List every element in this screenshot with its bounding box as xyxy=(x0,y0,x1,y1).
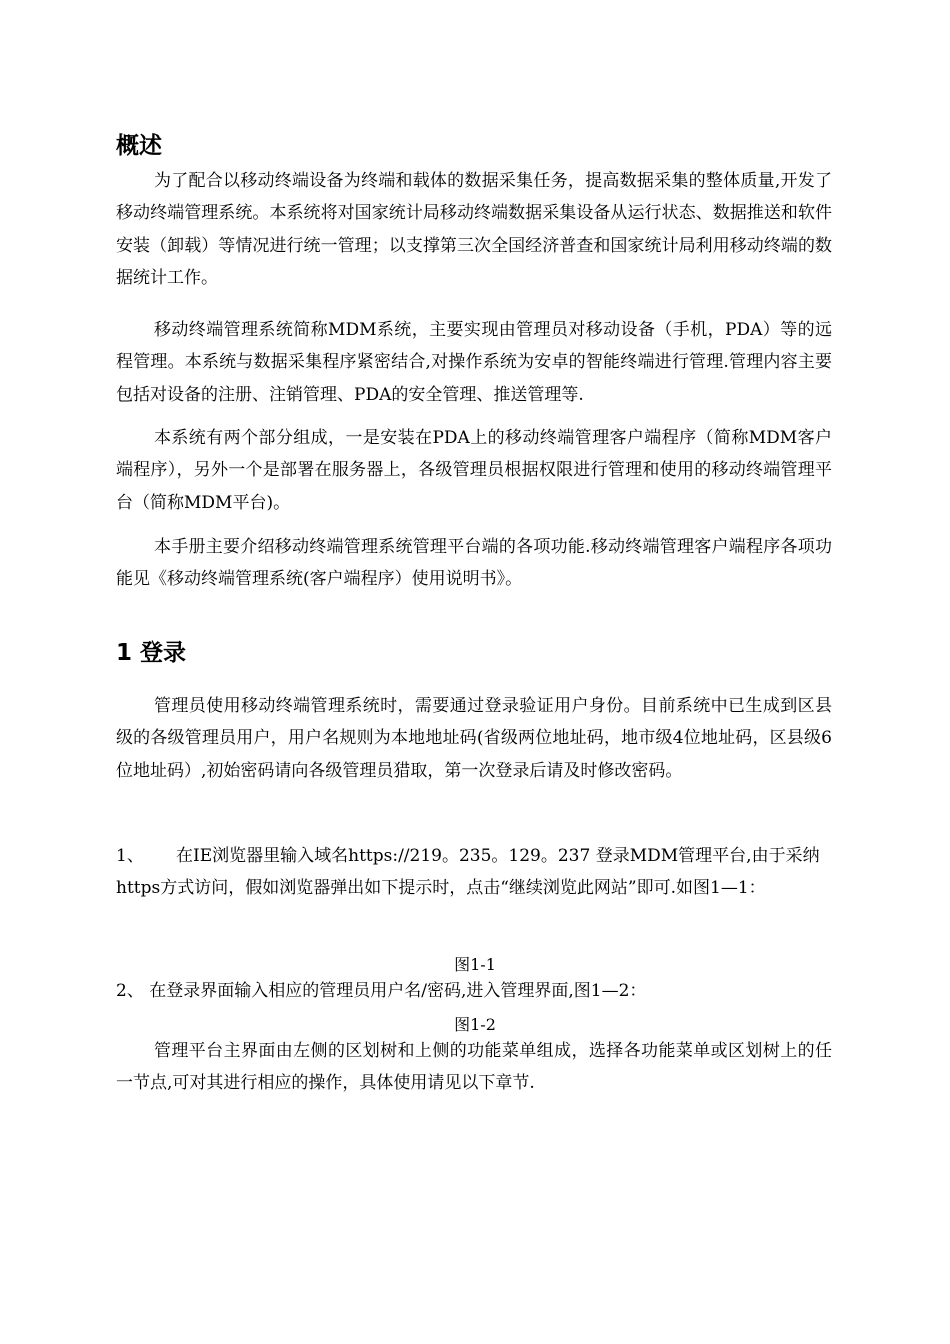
overview-heading: 概述 xyxy=(116,133,162,159)
figure-1-2-caption: 图1-2 xyxy=(454,1015,496,1034)
step-1-text: 在IE浏览器里输入域名https://219。235。129。237 登录MDM管理平台,由于采纳https方式访问，假如浏览器弹出如下提示时，点击“继续浏览此网站”即可.如图1—1： xyxy=(116,846,820,899)
figure-1-1-caption: 图1-1 xyxy=(454,955,496,974)
overview-paragraph-2: 移动终端管理系统简称MDM系统，主要实现由管理员对移动设备（手机，PDA）等的远程管理。本系统与数据采集程序紧密结合,对操作系统为安卓的智能终端进行管理.管理内容主要包括对设备的注册、注销管理、PDA的安全管理、推送管理等. xyxy=(116,320,832,405)
login-step-2: 2、 在登录界面输入相应的管理员用户名/密码,进入管理界面,图1—2： xyxy=(116,981,647,1001)
login-closing-paragraph: 管理平台主界面由左侧的区划树和上侧的功能菜单组成，选择各功能菜单或区划树上的任一节点,可对其进行相应的操作，具体使用请见以下章节. xyxy=(116,1041,832,1094)
login-intro-paragraph: 管理员使用移动终端管理系统时，需要通过登录验证用户身份。目前系统中已生成到区县级的各级管理员用户，用户名规则为本地地址码(省级两位地址码，地市级4位地址码，区县级6位地址码）,初始密码请向各级管理员猎取，第一次登录后请及时修改密码。 xyxy=(116,696,832,781)
login-step-1 xyxy=(116,840,832,905)
step-1-number: 1、 xyxy=(116,846,144,866)
overview-paragraph-4: 本手册主要介绍移动终端管理系统管理平台端的各项功能.移动终端管理客户端程序各项功能见《移动终端管理系统(客户端程序）使用说明书》。 xyxy=(116,537,832,590)
login-heading: 1 登录 xyxy=(116,640,187,666)
overview-paragraph-3: 本系统有两个部分组成，一是安装在PDA上的移动终端管理客户端程序（简称MDM客户端程序），另外一个是部署在服务器上，各级管理员根据权限进行管理和使用的移动终端管理平台（简称MDM平台)。 xyxy=(116,428,832,513)
overview-paragraph-1: 为了配合以移动终端设备为终端和载体的数据采集任务，提高数据采集的整体质量,开发了移动终端管理系统。本系统将对国家统计局移动终端数据采集设备从运行状态、数据推送和软件安装（卸载）等情况进行统一管理；以支撑第三次全国经济普查和国家统计局利用移动终端的数据统计工作。 xyxy=(116,171,832,289)
